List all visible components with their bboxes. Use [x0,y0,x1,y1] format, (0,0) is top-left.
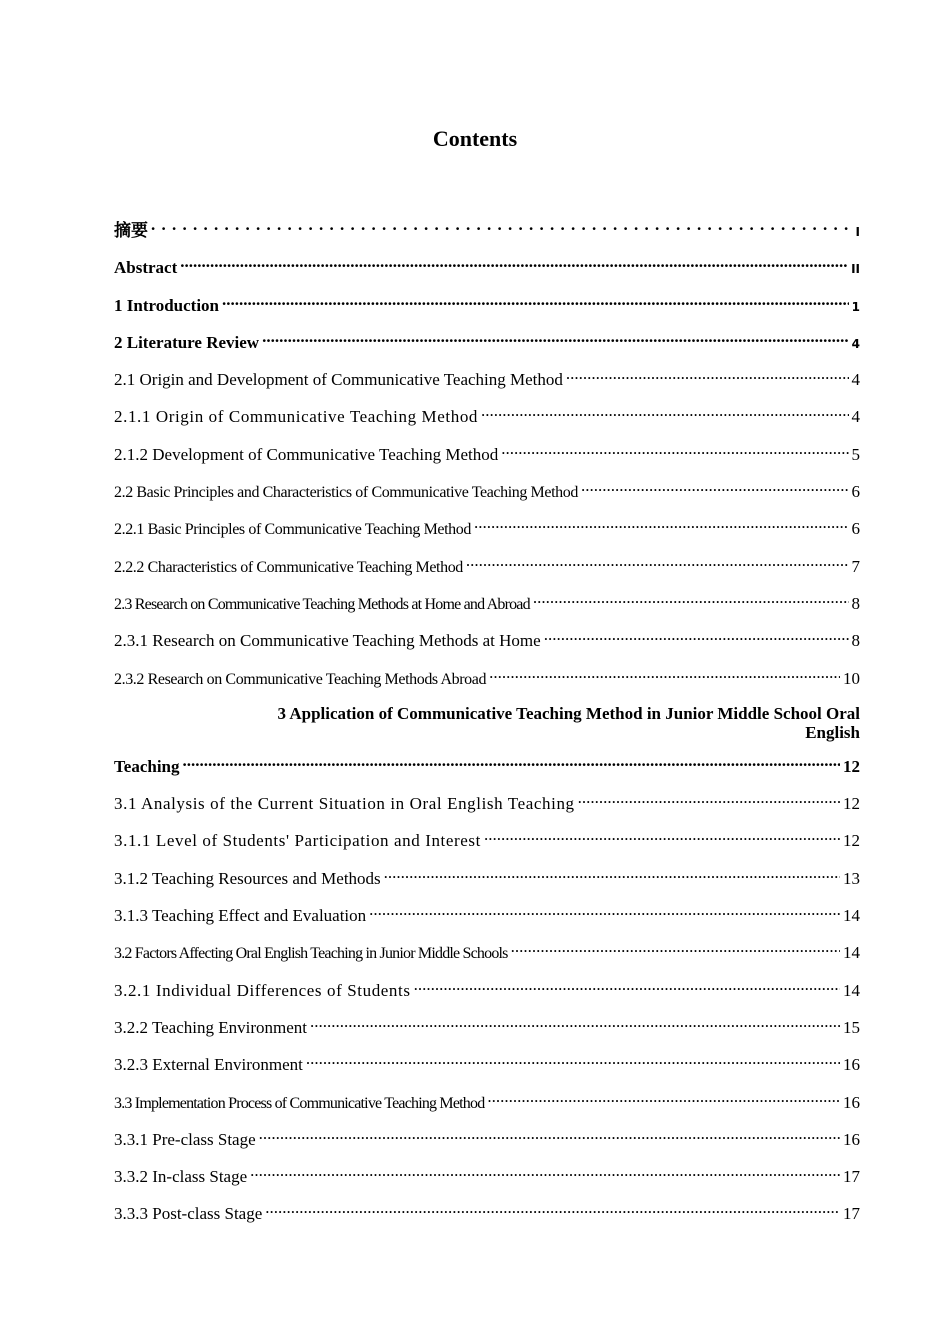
toc-dot-leader [484,824,840,846]
toc-dot-leader [183,750,840,772]
toc-page-number: 4 [851,370,860,390]
toc-page-number: 14 [843,980,860,1000]
toc-page-number: 5 [851,444,860,464]
toc-entry-2-1[interactable] [114,363,860,400]
toc-entry-label: 2 Literature Review [114,332,260,352]
toc-page-number: 10 [843,668,860,688]
toc-entry-3-1-2[interactable] [114,862,860,899]
toc-page-number: 15 [843,1017,860,1037]
toc-dot-leader [544,624,849,646]
toc-entry-abstract-cn[interactable] [114,214,860,251]
toc-dot-leader [265,1197,840,1219]
toc-entry-label: 3.3 Implementation Process of Communicative Teaching Method [114,1094,485,1112]
toc-dot-leader [180,251,848,273]
toc-page-number: 8 [851,631,860,651]
toc-page-number: 14 [843,906,860,926]
toc-dot-leader [501,438,848,460]
toc-entry-3-3-3[interactable] [114,1197,860,1234]
toc-page-number: 12 [843,756,860,776]
toc-entry-2-3-1[interactable] [114,624,860,661]
toc-entry-label: 2.3.1 Research on Communicative Teaching Methods at Home [114,631,541,651]
toc-entry-label: 3.2 Factors Affecting Oral English Teaching in Junior Middle Schools [114,945,508,963]
table-of-contents [114,214,860,1235]
toc-page-number: 8 [851,593,860,613]
toc-page-number: 1 [851,299,860,314]
toc-entry-chapter-3[interactable] [114,750,860,787]
toc-dot-leader [481,400,848,422]
toc-entry-2-2-1[interactable] [114,512,860,549]
toc-entry-2-3-2[interactable] [114,662,860,699]
toc-entry-label: 2.3.2 Research on Communicative Teaching Methods Abroad [114,670,487,688]
toc-entry-label: 3.3.1 Pre-class Stage [114,1129,256,1149]
toc-dot-leader [369,899,840,921]
toc-page-number: 12 [843,794,860,814]
toc-page-number: 13 [843,868,860,888]
toc-entry-abstract[interactable] [114,251,860,288]
toc-entry-label: 3.1.3 Teaching Effect and Evaluation [114,906,367,926]
toc-dot-leader [581,475,849,497]
toc-entry-literature-review[interactable] [114,326,860,363]
toc-page-number: 17 [843,1167,860,1187]
toc-dot-leader [262,326,849,348]
toc-entry-label: 3.3.3 Post-class Stage [114,1204,263,1224]
toc-entry-3-2[interactable] [114,936,860,973]
toc-dot-leader [487,1086,840,1108]
toc-page-number: 6 [851,519,860,539]
toc-page-number: 16 [843,1092,860,1112]
toc-entry-3-1-3[interactable] [114,899,860,936]
toc-entry-label: 3.2.1 Individual Differences of Students [114,980,411,1000]
toc-entry-3-3[interactable] [114,1086,860,1123]
toc-entry-label: 2.1.1 Origin of Communicative Teaching Method [114,407,479,427]
toc-entry-3-2-2[interactable] [114,1011,860,1048]
toc-entry-label: 3.2.3 External Environment [114,1055,303,1075]
toc-entry-label: 2.2.1 Basic Principles of Communicative Teaching Method [114,521,471,539]
toc-entry-chapter-3-heading[interactable] [114,699,860,750]
toc-entry-introduction[interactable] [114,289,860,326]
toc-dot-leader [306,1048,840,1070]
toc-page-number: 16 [843,1055,860,1075]
page-title: Contents [432,126,518,151]
toc-dot-leader [310,1011,840,1033]
toc-dot-leader [222,289,849,311]
toc-entry-label: 2.1.2 Development of Communicative Teaching Method [114,444,499,464]
toc-entry-label: 摘要 [114,221,148,240]
toc-entry-label: 3.2.2 Teaching Environment [114,1017,308,1037]
toc-entry-label: 3.1 Analysis of the Current Situation in Oral English Teaching [114,794,575,814]
toc-entry-label: 2.3 Research on Communicative Teaching Methods at Home and Abroad [114,595,530,613]
toc-entry-2-2[interactable] [114,475,860,512]
toc-dot-leader [533,587,849,609]
toc-entry-label: 3.1.1 Level of Students' Participation and Interest [114,831,481,851]
toc-entry-label: Abstract [114,258,178,278]
toc-page-number: 16 [843,1129,860,1149]
toc-entry-2-1-2[interactable] [114,438,860,475]
toc-entry-3-1[interactable] [114,787,860,824]
toc-heading-line-2: English [805,722,860,742]
toc-entry-label: 2.2 Basic Principles and Characteristics of Communicative Teaching Method [114,484,578,502]
toc-dot-leader [414,974,840,996]
toc-page-number: I [855,225,860,239]
toc-entry-3-2-1[interactable] [114,974,860,1011]
toc-entry-label: 3.1.2 Teaching Resources and Methods [114,868,381,888]
toc-page-number: 17 [843,1204,860,1224]
toc-entry-label: 3.3.2 In-class Stage [114,1167,248,1187]
toc-entry-3-1-1[interactable] [114,824,860,861]
toc-dot-leader [578,787,840,809]
toc-entry-3-2-3[interactable] [114,1048,860,1085]
toc-dot-leader [259,1123,840,1145]
toc-dot-leader [384,862,840,884]
toc-entry-label: Teaching [114,756,180,776]
toc-dot-leader [474,512,849,534]
toc-entry-2-1-1[interactable] [114,400,860,437]
toc-entry-label: 2.1 Origin and Development of Communicative Teaching Method [114,370,563,390]
toc-entry-3-3-1[interactable] [114,1123,860,1160]
toc-page-number: II [851,262,860,277]
toc-heading-line-1: 3 Application of Communicative Teaching Method in Junior Middle School Oral [277,703,860,723]
toc-dot-leader [151,214,853,236]
toc-entry-label: 1 Introduction [114,295,220,315]
toc-dot-leader [489,662,840,684]
toc-entry-3-3-2[interactable] [114,1160,860,1197]
toc-dot-leader [250,1160,840,1182]
toc-entry-2-2-2[interactable] [114,550,860,587]
toc-entry-label: 2.2.2 Characteristics of Communicative Teaching Method [114,558,463,576]
toc-page-number: 4 [851,336,860,351]
toc-dot-leader [566,363,849,385]
toc-entry-2-3[interactable] [114,587,860,624]
toc-dot-leader [466,550,849,572]
toc-page-number: 14 [843,943,860,963]
toc-page-number: 7 [851,556,860,576]
toc-page-number: 4 [851,407,860,427]
toc-dot-leader [511,936,840,958]
toc-page-number: 12 [843,831,860,851]
toc-page-number: 6 [851,482,860,502]
